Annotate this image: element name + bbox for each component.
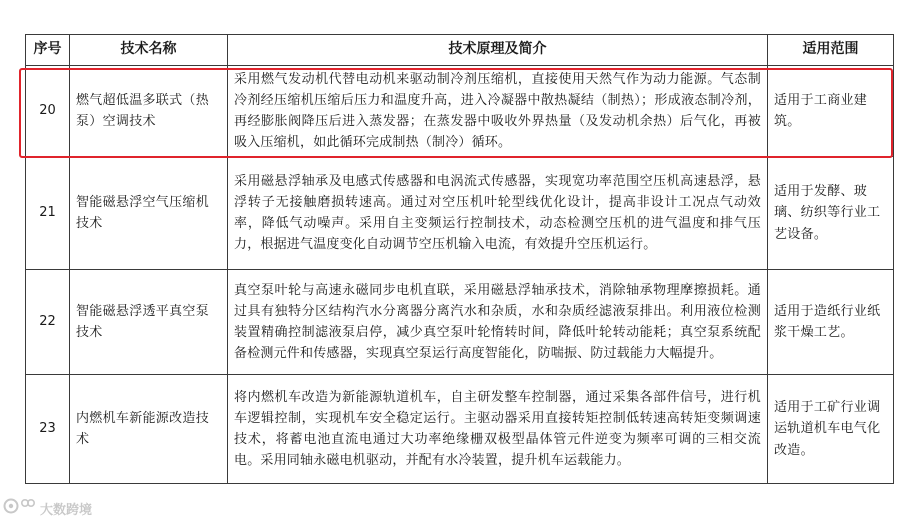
table-row — [26, 157, 894, 270]
row-number: 20 — [26, 66, 70, 157]
tech-name: 内燃机车新能源改造技术 — [70, 375, 228, 484]
tech-scope: 适用于工商业建筑。 — [768, 66, 894, 157]
table-row — [26, 270, 894, 375]
row-number: 23 — [26, 375, 70, 484]
tech-description: 将内燃机车改造为新能源轨道机车，自主研发整车控制器，通过采集各部件信号，进行机车逻辑控制，实现机车安全稳定运行。主驱动器采用直接转矩控制低转速高转矩变频调速技术，将蓄电池直流电通过大功率绝缘栅双极型晶体管元件逆变为频率可调的三相交流电。采用同轴永磁电机驱动，并配有水冷装置，提升机车运载能力。 — [228, 375, 768, 484]
header-desc: 技术原理及简介 — [228, 35, 768, 66]
table-row — [26, 66, 894, 157]
tech-name: 智能磁悬浮空气压缩机技术 — [70, 157, 228, 270]
header-no: 序号 — [26, 35, 70, 66]
watermark — [2, 497, 92, 519]
tech-name: 燃气超低温多联式（热泵）空调技术 — [70, 66, 228, 157]
table-row — [26, 375, 894, 484]
header-name: 技术名称 — [70, 35, 228, 66]
watermark-text: 大数跨境 — [40, 502, 93, 518]
tech-description: 采用燃气发动机代替电动机来驱动制冷剂压缩机，直接使用天然气作为动力能源。气态制冷剂经压缩机压缩后压力和温度升高，进入冷凝器中散热凝结（制热）；形成液态制冷剂，再经膨胀阀降压后进入蒸发器；在蒸发器中吸收外界热量（及发动机余热）后气化，再被吸入压缩机，如此循环完成制热（制冷）循环。 — [228, 66, 768, 157]
tech-description: 采用磁悬浮轴承及电感式传感器和电涡流式传感器，实现宽功率范围空压机高速悬浮，悬浮转子无接触磨损转速高。通过对空压机叶轮型线优化设计，提高非设计工况点气动效率，降低气动噪声。采用自主变频运行控制技术，动态检测空压机的进气温度和排气压力，根据进气温度变化自动调节空压机输入电流，有效提升空压机运行。 — [228, 157, 768, 270]
technology-table — [25, 34, 894, 484]
watermark-logo-icon — [2, 497, 36, 519]
tech-scope: 适用于工矿行业调运轨道机车电气化改造。 — [768, 375, 894, 484]
tech-name: 智能磁悬浮透平真空泵技术 — [70, 270, 228, 375]
table-header-row — [26, 35, 894, 66]
row-number: 21 — [26, 157, 70, 270]
tech-description: 真空泵叶轮与高速永磁同步电机直联，采用磁悬浮轴承技术，消除轴承物理摩擦损耗。通过具有独特分区结构汽水分离器分离汽水和杂质，水和杂质经滤液泵排出。利用液位检测装置精确控制滤液泵启停，减少真空泵叶轮惰转时间，降低叶轮转动能耗；真空泵系统配备检测元件和传感器，实现真空泵运行高度智能化，防喘振、防过载能力大幅提升。 — [228, 270, 768, 375]
tech-scope: 适用于造纸行业纸浆干燥工艺。 — [768, 270, 894, 375]
header-scope: 适用范围 — [768, 35, 894, 66]
tech-scope: 适用于发酵、玻璃、纺织等行业工艺设备。 — [768, 157, 894, 270]
row-number: 22 — [26, 270, 70, 375]
